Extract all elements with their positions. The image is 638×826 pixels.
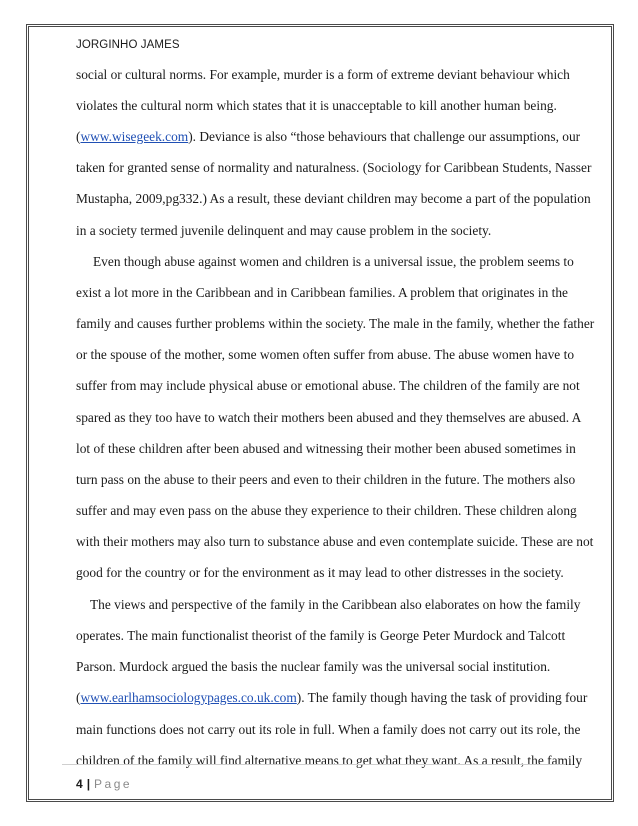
text-line: [76, 722, 580, 738]
text-line: [76, 223, 491, 239]
text-run: Mustapha, 2009,pg332.) As a result, these deviant children may become a part of the population: [76, 191, 591, 206]
text-line: [76, 628, 565, 644]
text-line: [93, 254, 574, 270]
text-line: [76, 98, 557, 114]
text-run: in a society termed juvenile delinquent and may cause problem in the society.: [76, 223, 492, 238]
text-run: children of the family will find alternative means to get what they want. As a result, the family: [76, 753, 583, 768]
text-line: [76, 565, 564, 581]
text-run: or the spouse of the mother, some women often suffer from abuse. The abuse women have to: [76, 347, 575, 362]
text-line: [76, 285, 568, 301]
hyperlink[interactable]: www.wisegeek.com: [80, 129, 189, 144]
text-run: lot of these children after been abused and witnessing their mother been abused sometimes in: [76, 441, 576, 456]
text-run: spared as they too have to watch their mothers been abused and they themselves are abused. A: [76, 410, 582, 425]
page-label: Page: [94, 777, 133, 791]
text-run: turn pass on the abuse to their peers and even to their children in the future. The mothers also: [76, 472, 576, 487]
text-run: (: [76, 129, 81, 144]
page-footer: [76, 777, 132, 791]
text-run: exist a lot more in the Caribbean and in Caribbean families. A problem that originates in the: [76, 285, 568, 300]
text-run: operates. The main functionalist theorist of the family is George Peter Murdock and Talcott: [76, 628, 566, 643]
text-run: with their mothers may also turn to substance abuse and even contemplate suicide. These are not: [76, 534, 594, 549]
page-number: 4: [76, 777, 83, 791]
text-line: [76, 690, 587, 706]
text-line: [76, 441, 576, 457]
text-line: [76, 472, 575, 488]
text-run: ). Deviance is also “those behaviours that challenge our assumptions, our: [188, 129, 581, 144]
text-run: suffer from may include physical abuse or emotional abuse. The children of the family are not: [76, 378, 580, 393]
text-line: [76, 191, 591, 207]
text-line: [76, 410, 581, 426]
text-line: [76, 378, 580, 394]
text-line: [76, 753, 582, 769]
text-run: social or cultural norms. For example, murder is a form of extreme deviant behaviour which: [76, 67, 570, 82]
text-run: ). The family though having the task of providing four: [296, 690, 588, 705]
text-line: [90, 597, 580, 613]
text-line: [76, 503, 577, 519]
text-run: The views and perspective of the family in the Caribbean also elaborates on how the family: [90, 597, 581, 612]
text-run: good for the country or for the environment as it may lead to other distresses in the society.: [76, 565, 564, 580]
text-run: (: [76, 690, 81, 705]
text-run: suffer and may even pass on the abuse they experience to their children. These children along: [76, 503, 577, 518]
footer-separator: |: [86, 777, 91, 791]
text-run: violates the cultural norm which states that it is unacceptable to kill another human being.: [76, 98, 557, 113]
text-run: family and causes further problems within the society. The male in the family, whether the father: [76, 316, 595, 331]
page-header-author: JORGINHO JAMES: [76, 39, 180, 51]
hyperlink[interactable]: www.earlhamsociologypages.co.uk.com: [80, 690, 297, 705]
text-run: main functions does not carry out its role in full. When a family does not carry out its role, the: [76, 722, 581, 737]
text-line: [76, 67, 570, 83]
text-run: Even though abuse against women and children is a universal issue, the problem seems to: [93, 254, 574, 269]
text-line: [76, 347, 574, 363]
text-run: Parson. Murdock argued the basis the nuclear family was the universal social institution.: [76, 659, 551, 674]
text-line: [76, 316, 594, 332]
text-line: [76, 534, 593, 550]
text-run: taken for granted sense of normality and naturalness. (Sociology for Caribbean Students, Nasser: [76, 160, 592, 175]
text-line: [76, 659, 550, 675]
text-line: [76, 160, 591, 176]
footer-divider: [62, 764, 566, 765]
text-line: [76, 129, 580, 145]
